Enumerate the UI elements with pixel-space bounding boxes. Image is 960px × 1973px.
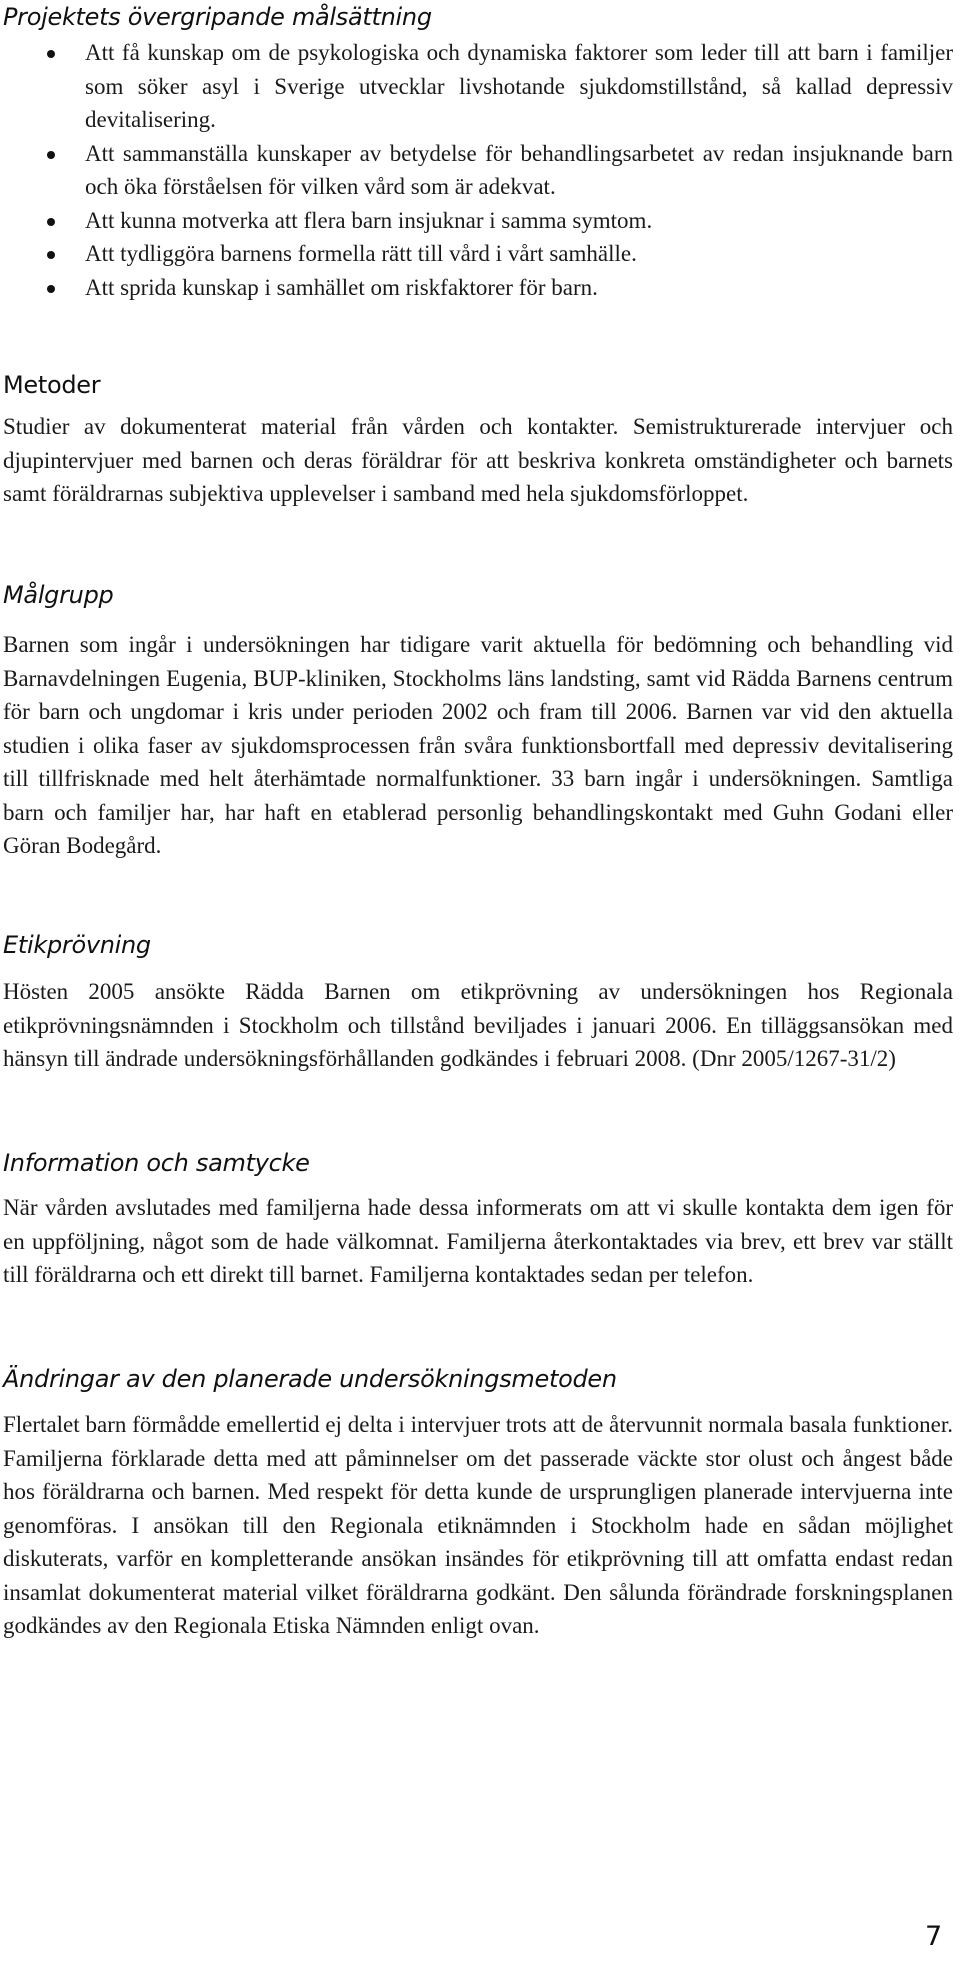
goals-item-text: Att få kunskap om de psykologiska och dynamiska faktorer som leder till att barn i familjer som söker asyl i Sverige utvecklar livshotande sjukdomstillstånd, så kallad depressiv devitalisering. xyxy=(85,40,953,132)
goals-heading: Projektets övergripande målsättning xyxy=(3,3,432,31)
goals-item-text: Att sammanställa kunskaper av betydelse för behandlingsarbetet av redan insjuknande barn och öka förståelsen för vilken vård som är adekvat. xyxy=(85,140,953,199)
bullet-icon xyxy=(47,218,55,226)
goals-item-text: Att kunna motverka att flera barn insjuknar i samma symtom. xyxy=(85,207,653,233)
target-group-paragraph: Barnen som ingår i undersökningen har tidigare varit aktuella för bedömning och behandling vid Barnavdelningen Eugenia, BUP-kliniken, Stockholms läns landsting, samt vid Rädda Barnens centrum för barn och ungdomar i kris under perioden 2002 och fram till 2006. Barnen var vid den aktuella studien i olika faser av sjukdomsprocessen från svåra funktionsbortfall med depressiv devitalisering till tillfrisknade med helt återhämtade normalfunktioner. 33 barn ingår i undersökningen. Samtliga barn och familjer har, har haft en etablerad personlig behandlingskontakt med Guhn Godani eller Göran Bodegård. xyxy=(3,632,953,858)
bullet-icon xyxy=(47,50,55,58)
methods-paragraph: Studier av dokumenterat material från vården och kontakter. Semistrukturerade intervjuer och djupintervjuer med barnen och deras föräldrar för att beskriva konkreta omständigheter och barnets samt föräldrarnas subjektiva upplevelser i samband med hela sjukdomsförloppet. xyxy=(3,414,953,506)
ethics-paragraph: Hösten 2005 ansökte Rädda Barnen om etikprövning av undersökningen hos Regionala etikprövningsnämnden i Stockholm och tillstånd beviljades i januari 2006. En tilläggsansökan med hänsyn till ändrade undersökningsförhållanden godkändes i februari 2008. (Dnr 2005/1267-31/2) xyxy=(3,979,953,1071)
goals-list xyxy=(0,36,960,304)
changes-heading: Ändringar av den planerade undersökningsmetoden xyxy=(3,1365,617,1393)
methods-heading: Metoder xyxy=(3,371,101,399)
goals-item-text: Att tydliggöra barnens formella rätt till vård i vårt samhälle. xyxy=(85,241,637,266)
consent-heading: Information och samtycke xyxy=(3,1149,310,1177)
goals-item-text: Att sprida kunskap i samhället om riskfaktorer för barn. xyxy=(85,274,598,300)
bullet-icon xyxy=(47,151,55,159)
bullet-icon xyxy=(47,285,55,293)
target-group-heading: Målgrupp xyxy=(3,581,114,609)
goals-list-item xyxy=(0,271,953,305)
changes-paragraph: Flertalet barn förmådde emellertid ej delta i intervjuer trots att de återvunnit normala basala funktioner. Familjerna förklarade detta med att påminnelser om det passerade väckte stor olust och ångest både hos föräldrarna och barnen. Med respekt för detta kunde de ursprungligen planerade intervjuerna inte genomföras. I ansökan till den Regionala etiknämnden i Stockholm hade en sådan möjlighet diskuterats, varför en kompletterande ansökan insändes för etikprövning till att omfatta endast redan insamlat dokumenterat material vilket föräldrarna godkänt. Den sålunda förändrade forskningsplanen godkändes av den Regionala Etiska Nämnden enligt ovan. xyxy=(3,1412,953,1638)
page-number: 7 xyxy=(925,1921,943,1952)
ethics-heading: Etikprövning xyxy=(3,931,151,959)
goals-list-item xyxy=(0,137,953,204)
goals-list-item xyxy=(0,204,953,238)
goals-list-item xyxy=(0,36,953,137)
bullet-icon xyxy=(47,251,55,259)
consent-paragraph: När vården avslutades med familjerna hade dessa informerats om att vi skulle kontakta dem igen för en uppföljning, något som de hade välkomnat. Familjerna återkontaktades via brev, ett brev var ställt till föräldrarna och ett direkt till barnet. Familjerna kontaktades sedan per telefon. xyxy=(3,1195,953,1287)
goals-list-item xyxy=(0,237,953,271)
